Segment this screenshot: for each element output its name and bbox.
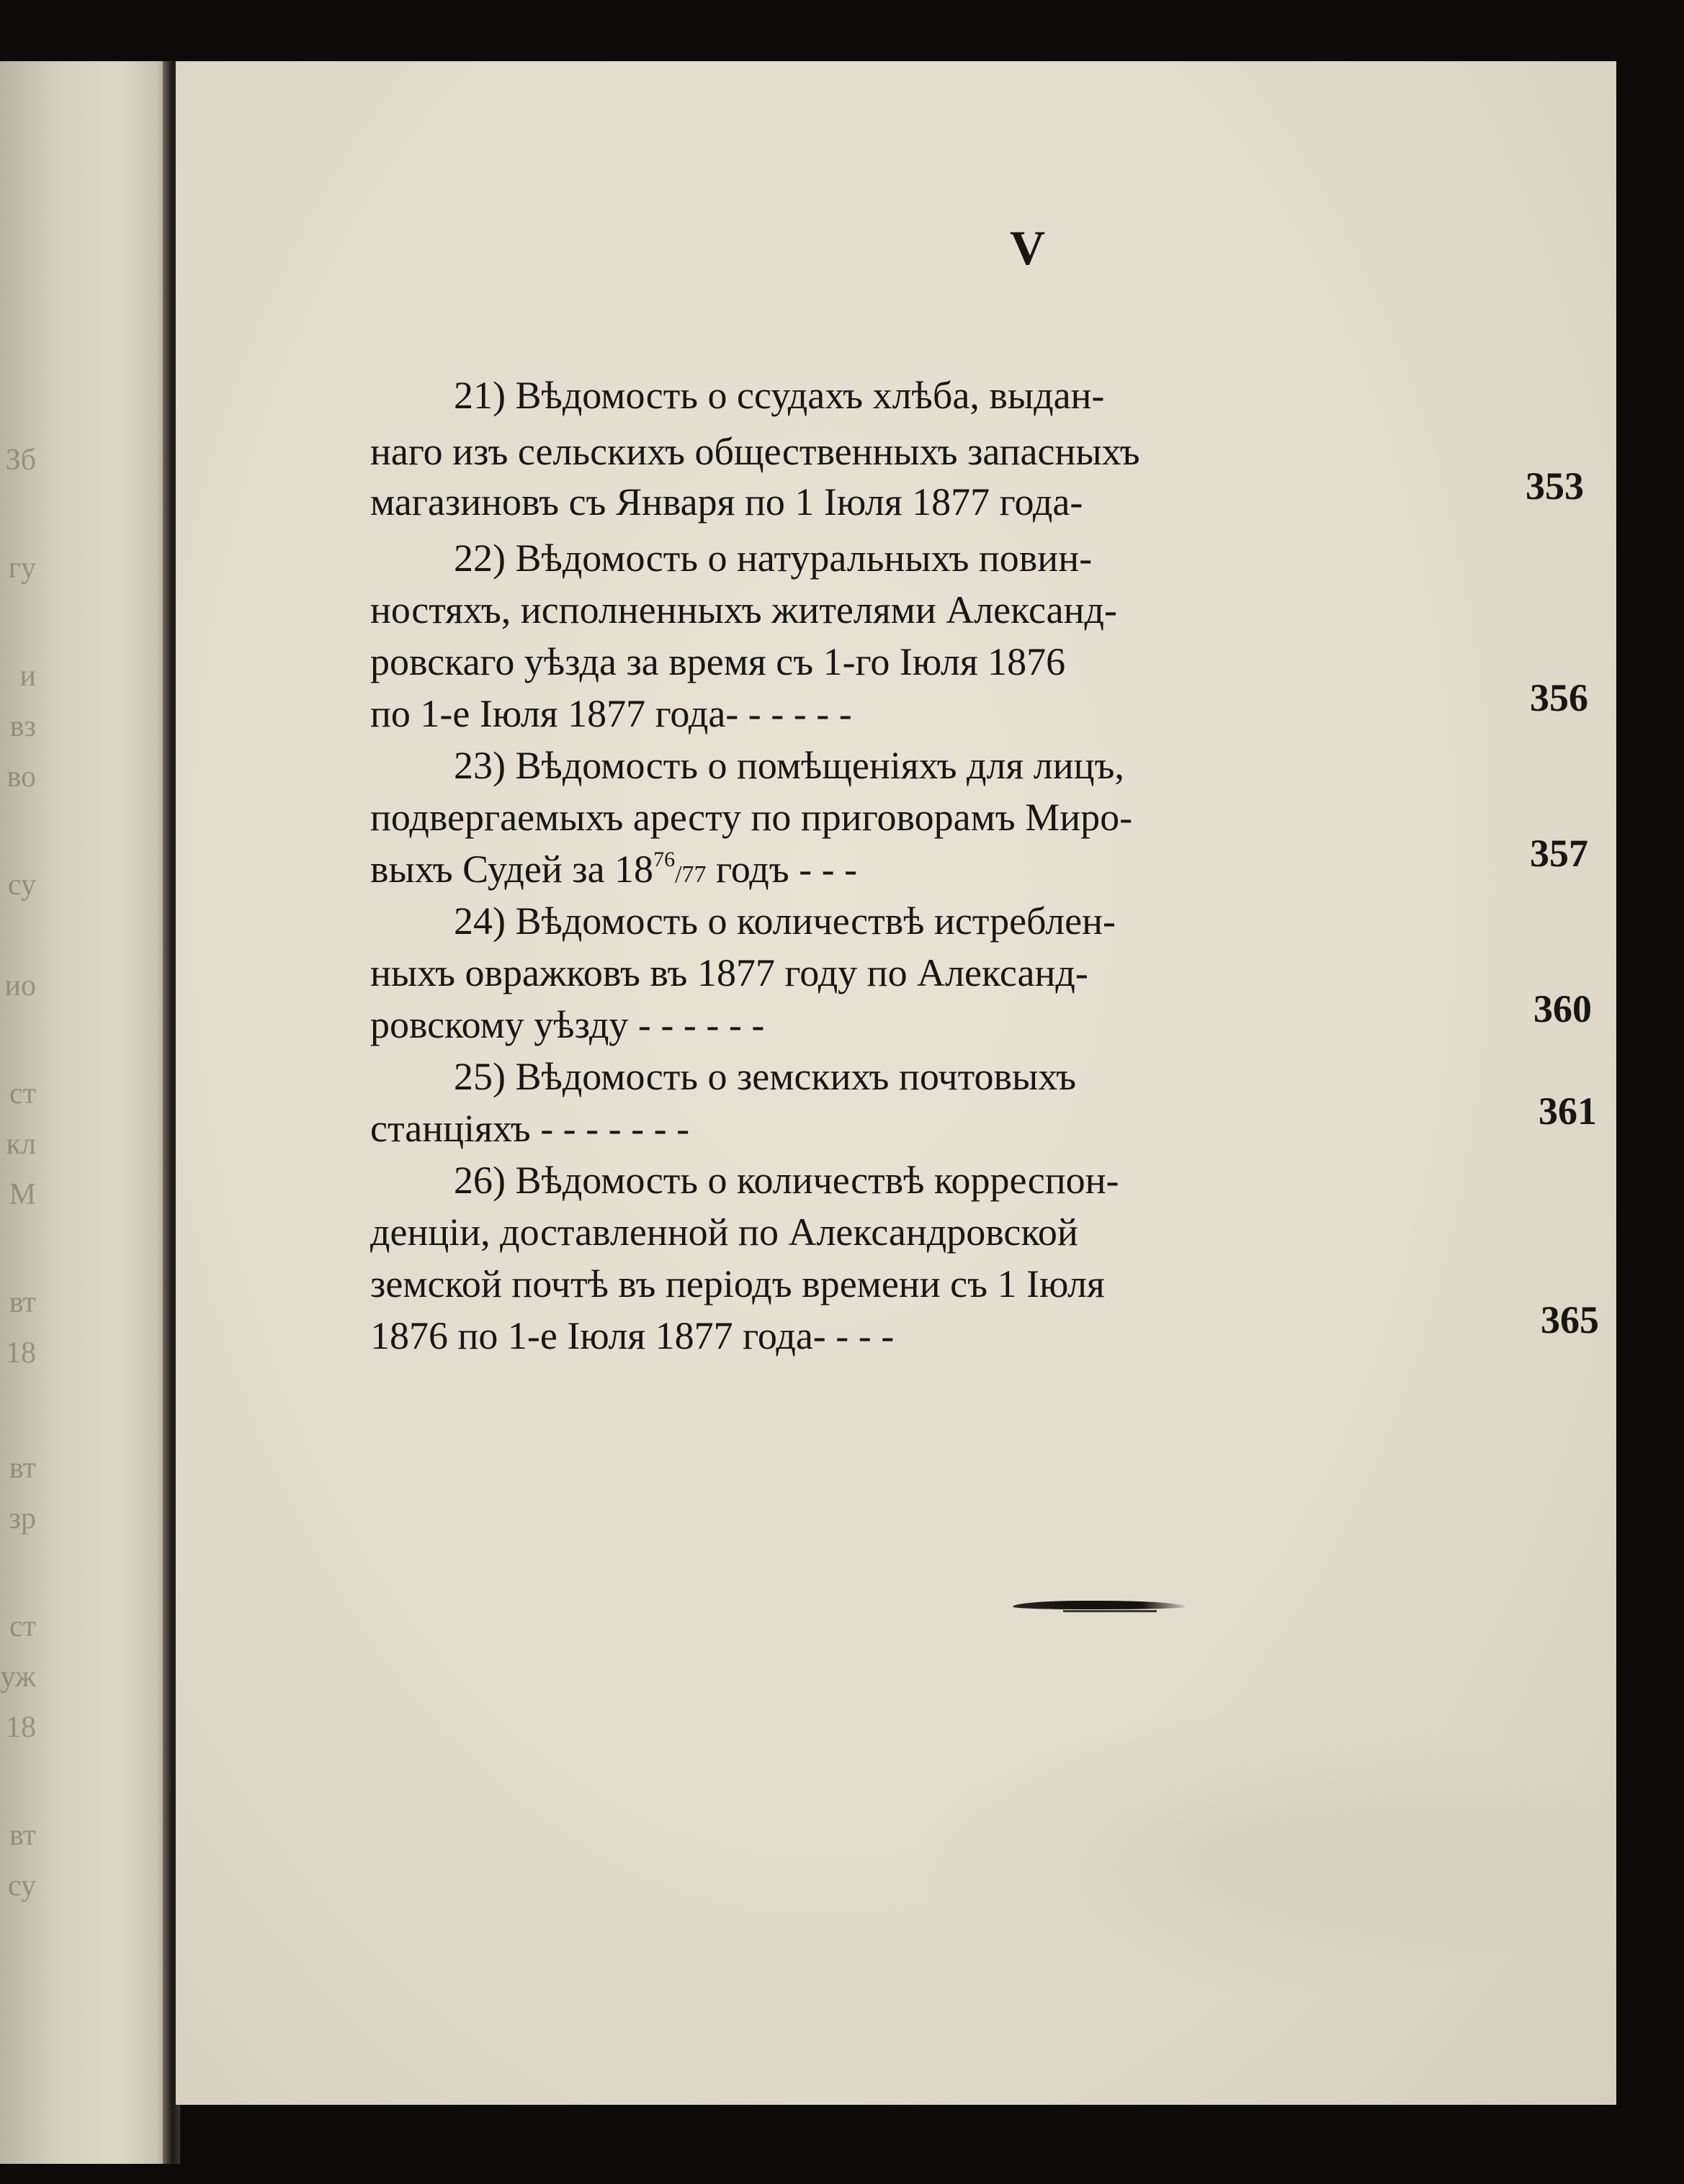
- toc-entry-24-line-2: ныхъ овражковъ въ 1877 году по Александ-: [370, 951, 1088, 994]
- end-ornament-rule: [1013, 1601, 1186, 1609]
- toc-entry-26-page: 365: [1541, 1298, 1599, 1342]
- left-page-ghost-text: 18: [6, 1336, 36, 1370]
- toc-entry-22-line-2: ностяхъ, исполненныхъ жителями Александ-: [370, 588, 1117, 632]
- left-page-edge: [0, 61, 171, 2164]
- left-page-ghost-text: М: [9, 1178, 36, 1211]
- left-page-ghost-text: ст: [9, 1610, 36, 1643]
- left-page-ghost-text: вт: [9, 1452, 36, 1485]
- right-page: [176, 61, 1616, 2105]
- left-page-ghost-text: 18: [6, 1711, 36, 1744]
- left-page-ghost-text: вт: [9, 1819, 36, 1852]
- left-page-ghost-text: вт: [9, 1286, 36, 1319]
- left-page-ghost-text: вз: [9, 710, 36, 743]
- left-page-ghost-text: су: [7, 868, 36, 902]
- toc-entry-21-line-2: наго изъ сельскихъ общественныхъ запасныхъ: [370, 430, 1140, 473]
- toc-entry-26-line-2: денціи, доставленной по Александровской: [370, 1210, 1078, 1254]
- toc-entry-21-line-3: магазиновъ съ Января по 1 Іюля 1877 года-: [370, 480, 1083, 523]
- toc-entry-23-year-sub: /77: [675, 861, 707, 888]
- toc-entry-22-line-3: ровскаго уѣзда за время съ 1-го Іюля 1876: [370, 640, 1066, 683]
- toc-entry-23-page: 357: [1530, 832, 1588, 875]
- toc-entry-23-line-1: 23) Вѣдомость о помѣщеніяхъ для лицъ,: [454, 744, 1124, 787]
- toc-entry-23-line-2: подвергаемыхъ аресту по приговорамъ Миро-: [370, 796, 1133, 839]
- toc-entry-25-page: 361: [1539, 1089, 1597, 1133]
- toc-entry-21-page: 353: [1526, 464, 1584, 508]
- toc-entry-21-line-1: 21) Вѣдомость о ссудахъ хлѣба, выдан-: [454, 374, 1105, 417]
- toc-entry-25-line-1: 25) Вѣдомость о земскихъ почтовыхъ: [454, 1055, 1077, 1098]
- left-page-ghost-text: Зб: [5, 444, 36, 477]
- left-page-ghost-text: ио: [4, 969, 36, 1002]
- toc-entry-23-line-3-suffix: годъ - - -: [706, 848, 858, 891]
- page-number: V: [1010, 220, 1046, 275]
- toc-entry-24-line-1: 24) Вѣдомость о количествѣ истреблен-: [454, 899, 1116, 943]
- toc-entry-24-line-3: ровскому уѣзду - - - - - -: [370, 1003, 765, 1046]
- toc-entry-24-page: 360: [1533, 987, 1592, 1030]
- toc-entry-23-year-sup: 76: [653, 848, 676, 871]
- left-page-ghost-text: гу: [8, 552, 36, 585]
- toc-entry-22-line-1: 22) Вѣдомость о натуральныхъ повин-: [454, 536, 1093, 580]
- toc-entry-26-line-4: 1876 по 1-е Іюля 1877 года- - - -: [370, 1314, 895, 1357]
- left-page-ghost-text: зр: [9, 1502, 36, 1535]
- page-content: [176, 61, 1616, 2105]
- toc-entry-26-line-3: земской почтѣ въ періодъ времени съ 1 Іюля: [370, 1262, 1105, 1306]
- left-page-ghost-text: во: [6, 760, 36, 794]
- left-page-ghost-text: уж: [0, 1661, 36, 1694]
- toc-entry-22-line-4: по 1-е Іюля 1877 года- - - - - -: [370, 692, 852, 735]
- left-page-ghost-text: су: [7, 1869, 36, 1902]
- left-page-ghost-text: ст: [9, 1077, 36, 1110]
- toc-entry-25-line-2: станціяхъ - - - - - - -: [370, 1107, 690, 1150]
- toc-entry-22-page: 356: [1530, 676, 1588, 719]
- toc-entry-26-line-1: 26) Вѣдомость о количествѣ корреспон-: [454, 1159, 1119, 1202]
- left-page-ghost-text: кл: [6, 1128, 36, 1161]
- end-ornament-rule-tail: [1063, 1610, 1157, 1612]
- toc-entry-23-line-3-prefix: выхъ Судей за 18: [370, 848, 654, 891]
- left-page-ghost-text: и: [19, 660, 36, 693]
